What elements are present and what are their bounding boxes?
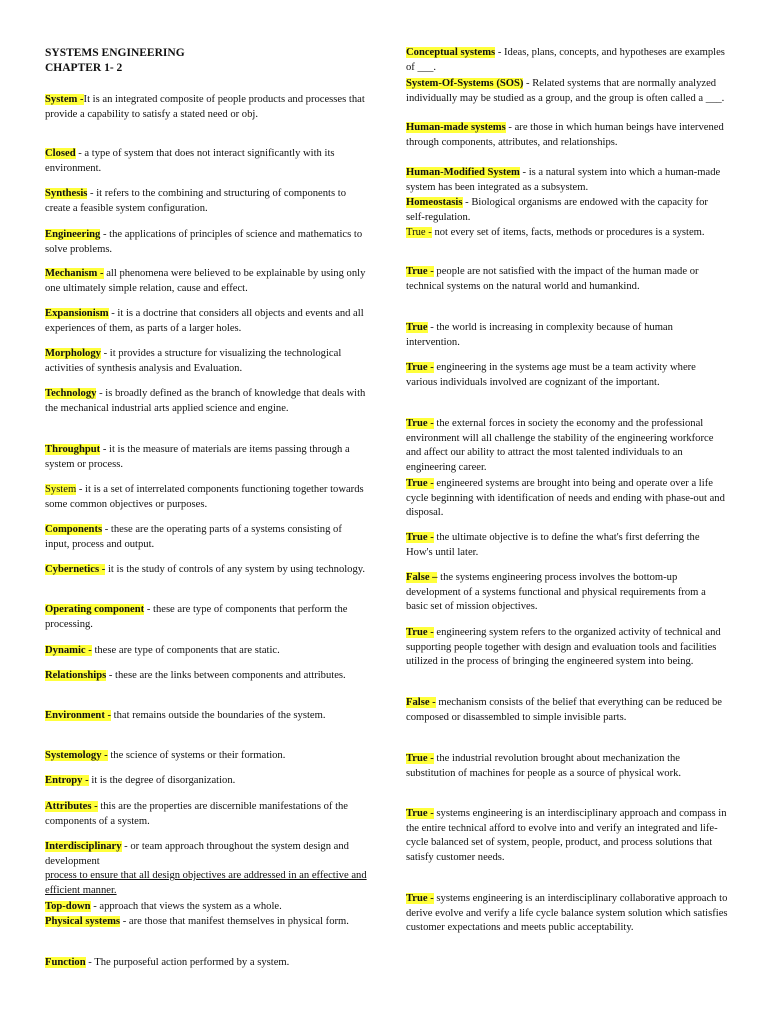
entry-term: System - (45, 94, 84, 105)
definition-entry (406, 752, 728, 781)
definition-entry (45, 267, 367, 296)
entry-term: Environment - (45, 710, 112, 721)
entry-underlined-text: process to ensure that all design objectives are addressed in an effective and efficient manner. (45, 870, 367, 897)
entry-text: - approach that views the system as a whole. (90, 901, 282, 912)
entry-term: True - (406, 227, 432, 238)
definition-entry (45, 669, 367, 684)
entry-text: it is the study of controls of any system by using technology. (105, 564, 366, 575)
entry-text: - these are type of components that perform the processing. (45, 604, 348, 630)
entry-term: False - (406, 697, 436, 708)
entry-text: - a type of system that does not interact significantly with its environment. (45, 148, 335, 174)
definition-entry (45, 840, 367, 899)
entry-text: the systems engineering process involves the bottom-up development of a systems functional and physical requirements from a basic set of mission objectives. (406, 572, 706, 613)
definition-entry (406, 196, 728, 225)
definition-entry (406, 477, 728, 521)
definition-entry (45, 774, 367, 789)
entry-text: - the world is increasing in complexity because of human intervention. (406, 322, 673, 348)
entry-text: - Ideas, plans, concepts, and hypotheses are examples of ___. (406, 47, 725, 73)
entry-term: Conceptual systems (406, 47, 496, 58)
definition-entry (45, 603, 367, 632)
entry-text: - it refers to the combining and structuring of components to create a feasible system configuration. (45, 188, 346, 214)
entry-text: - are those in which human beings have intervened through components, attributes, and relationships. (406, 122, 724, 148)
definition-entry (406, 892, 728, 936)
entry-term: True - (406, 418, 434, 429)
document-subtitle: CHAPTER 1- 2 (45, 62, 123, 74)
entry-term: Components (45, 524, 103, 535)
entry-text: It is an integrated composite of people products and processes that provide a capability to satisfy a stated need or obj. (45, 94, 365, 120)
entry-text: the science of systems or their formation. (107, 750, 286, 761)
entry-term: True - (406, 362, 434, 373)
definition-entry (45, 443, 367, 472)
definition-entry (45, 93, 367, 122)
definition-entry (45, 915, 367, 930)
entry-text: this are the properties are discernible manifestations of the components of a system. (45, 801, 349, 827)
entry-term: Entropy - (45, 775, 89, 786)
document-title: SYSTEMS ENGINEERING (45, 47, 185, 59)
entry-term: Operating component (45, 604, 145, 615)
entry-term: Mechanism - (45, 268, 104, 279)
entry-term: Dynamic - (45, 645, 92, 656)
entry-text: - it is a set of interrelated components functioning together towards some common objectives or purposes. (45, 484, 364, 510)
entry-text: engineering in the systems age must be a team activity where various individuals involved are cognizant of the important. (406, 362, 696, 388)
entry-text: - these are the links between components and attributes. (106, 670, 346, 681)
entry-text: - it is the measure of materials are items passing through a system or process. (45, 444, 350, 470)
entry-term: Morphology (45, 348, 101, 359)
entry-term: Top-down (45, 901, 91, 912)
definition-entry (406, 571, 728, 615)
entry-term: Closed (45, 148, 76, 159)
entry-term: Attributes - (45, 801, 98, 812)
entry-text: the ultimate objective is to define the what's first deferring the How's until later. (406, 532, 700, 558)
entry-text: it is the degree of disorganization. (88, 775, 236, 786)
definition-entry (45, 800, 367, 829)
entry-text: that remains outside the boundaries of the system. (111, 710, 326, 721)
definition-entry (406, 626, 728, 670)
definition-entry (406, 46, 728, 75)
entry-term: System (45, 484, 77, 495)
entry-term: Throughput (45, 444, 101, 455)
entry-term: Human-Modified System (406, 167, 520, 178)
entry-text: systems engineering is an interdisciplinary approach and compass in the entire technical afford to evolve into and verify an integrated and life-cycle balanced set of system, people, product, and process solutions that satisfy customer needs. (406, 808, 727, 864)
entry-term: True - (406, 753, 434, 764)
definition-entry (45, 228, 367, 257)
entry-text: mechanism consists of the belief that everything can be reduced be composed or disassembled to simple invisible parts. (406, 697, 722, 723)
entry-term: Synthesis (45, 188, 88, 199)
entry-text: - The purposeful action performed by a system. (85, 957, 290, 968)
definition-entry (45, 749, 367, 764)
entry-term: Interdisciplinary (45, 841, 122, 852)
entry-text: - is broadly defined as the branch of knowledge that deals with the mechanical industrial arts applied science and engine. (45, 388, 366, 414)
definition-entry (45, 709, 367, 724)
entry-term: Function (45, 957, 86, 968)
entry-text: - the applications of principles of science and mathematics to solve problems. (45, 229, 363, 255)
entry-text: systems engineering is an interdisciplinary collaborative approach to derive evolve and verify a life cycle balance system solution which satisfies customer expectations and meets public acceptability. (406, 893, 728, 934)
entry-text: engineering system refers to the organized activity of technical and supporting people together with design and evaluation tools and facilities utilized in the process of bringing the engineered system into being. (406, 627, 721, 668)
definition-entry (45, 147, 367, 176)
definition-entry (45, 187, 367, 216)
entry-text: - Related systems that are normally analyzed individually may be studied as a group, and the group is often called a ___. (406, 78, 725, 104)
definition-entry (406, 226, 728, 241)
entry-term: False – (406, 572, 438, 583)
definition-entry (406, 166, 728, 195)
entry-text: all phenomena were believed to be explainable by using only one ultimately simple relation, cause and effect. (45, 268, 366, 294)
entry-term: Human-made systems (406, 122, 506, 133)
entry-text: - or team approach throughout the system design and development (45, 841, 349, 867)
entry-term: Relationships (45, 670, 107, 681)
entry-term: Systemology - (45, 750, 108, 761)
definition-entry (406, 361, 728, 390)
entry-text: - Biological organisms are endowed with the capacity for self-regulation. (406, 197, 708, 223)
entry-term: True - (406, 893, 434, 904)
entry-text: the external forces in society the economy and the professional environment will all challenge the stability of the engineering workforce and affect our ability to attract the most talented individuals to an engineering career. (406, 418, 714, 474)
definition-entry (406, 696, 728, 725)
entry-term: True - (406, 627, 434, 638)
entry-text: - are those that manifest themselves in physical form. (120, 916, 349, 927)
entry-term: True - (406, 266, 434, 277)
definition-entry (45, 956, 367, 971)
entry-text: - is a natural system into which a human-made system has been integrated as a subsystem. (406, 167, 721, 193)
definition-entry (45, 307, 367, 336)
definition-entry (45, 483, 367, 512)
entry-text: the industrial revolution brought about mechanization the substitution of machines for people as a source of physical work. (406, 753, 682, 779)
definition-entry (406, 77, 728, 106)
definition-entry (406, 417, 728, 476)
definition-entry (45, 900, 367, 915)
entry-text: - it is a doctrine that considers all objects and events and all experiences of them, as parts of a larger holes. (45, 308, 364, 334)
entry-term: Physical systems (45, 916, 121, 927)
definition-entry (45, 563, 367, 578)
definition-entry (406, 531, 728, 560)
entry-term: True - (406, 478, 434, 489)
entry-text: engineered systems are brought into being and operate over a life cycle beginning with identification of needs and ending with phase-out and disposal. (406, 478, 725, 519)
definition-entry (406, 807, 728, 866)
entry-term: Technology (45, 388, 97, 399)
definition-entry (406, 121, 728, 150)
definition-entry (406, 321, 728, 350)
entry-term: System-Of-Systems (SOS) (406, 78, 524, 89)
definition-entry (45, 347, 367, 376)
entry-term: True - (406, 808, 434, 819)
entry-term: Homeostasis (406, 197, 463, 208)
entry-text: - these are the operating parts of a systems consisting of input, process and output. (45, 524, 342, 550)
document-header (45, 46, 185, 76)
definition-entry (45, 644, 367, 659)
entry-term: True - (406, 532, 434, 543)
entry-term: Engineering (45, 229, 101, 240)
entry-text: - it provides a structure for visualizing the technological activities of synthesis analysis and Evaluation. (45, 348, 342, 374)
entry-term: True (406, 322, 428, 333)
entry-term: Cybernetics - (45, 564, 106, 575)
definition-entry (45, 387, 367, 416)
entry-text: these are type of components that are static. (91, 645, 280, 656)
definition-entry (406, 265, 728, 294)
entry-text: not every set of items, facts, methods or procedures is a system. (431, 227, 705, 238)
entry-text: people are not satisfied with the impact of the human made or technical systems on the natural world and humankind. (406, 266, 699, 292)
entry-term: Expansionism (45, 308, 109, 319)
definition-entry (45, 523, 367, 552)
